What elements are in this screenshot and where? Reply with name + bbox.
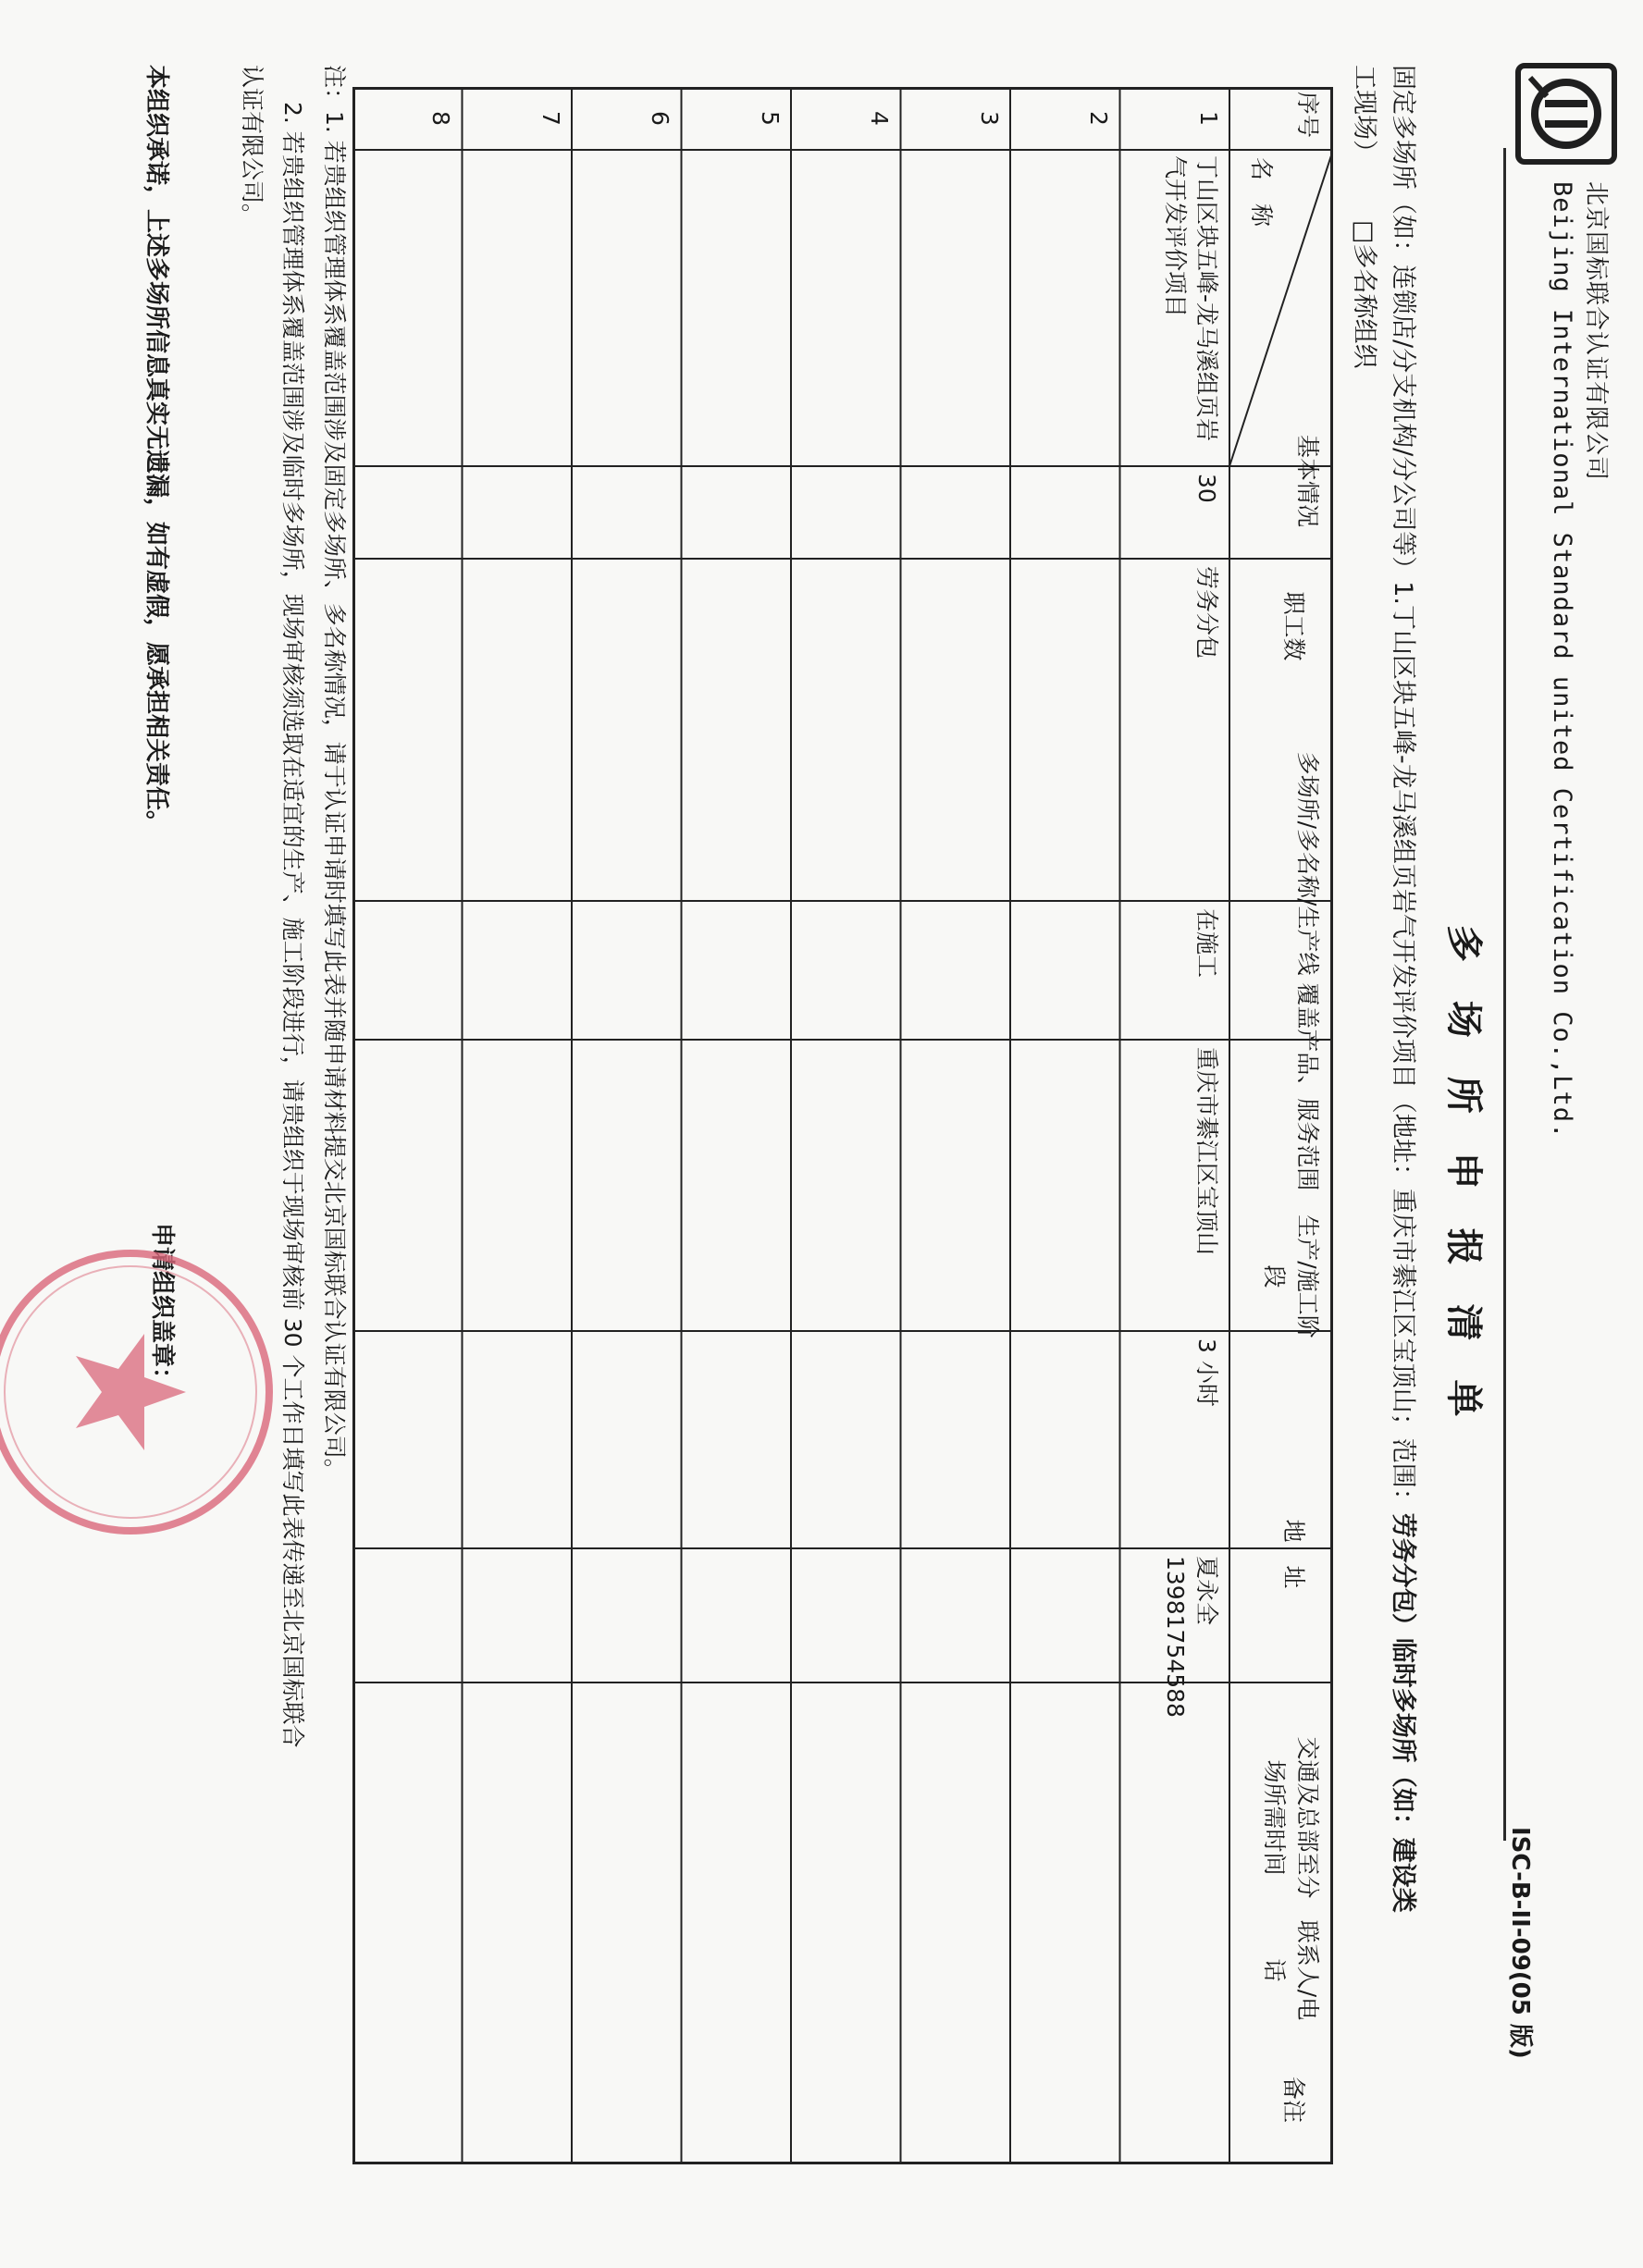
table-cell-name: 丁山区块五峰-龙马溪组页岩气开发评价项目: [1162, 155, 1220, 442]
header-travel: 交通及总部至分场所需时间: [1261, 1736, 1321, 1899]
table-cell-no: 5: [757, 111, 784, 126]
table-cell-no: 7: [537, 111, 564, 126]
fixed-sites-value: 1.丁山区块五峰-龙马溪组页岩气开发评价项目（地址：重庆市綦江区宝顶山；范围：: [1389, 581, 1417, 1513]
logo-icon: [1521, 68, 1612, 159]
temp-sites-label: 临时多场所（如：建设类: [1389, 1637, 1417, 1913]
temp-sites-label-cont: 工现场）: [1350, 65, 1378, 165]
note-2: 2. 若贵组织管理体系覆盖范围涉及临时多场所，现场审核须选取在适宜的生产、施工阶段进行，请贵组织于现场审核前 30 个工作日填写此表传递至北京国标联合: [279, 102, 306, 1748]
header-stage: 生产/施工阶 段: [1261, 1214, 1321, 1362]
table-cell-no: 2: [1085, 111, 1113, 126]
fixed-sites-label: 固定多场所（如：连锁店/分支机构/分公司等）: [1389, 65, 1417, 582]
commitment-statement: 本组织承诺，上述多场所信息真实无遗漏，如有虚假，愿承担相关责任。: [142, 65, 170, 835]
multi-name-checkbox: □多名称组织: [1350, 220, 1378, 369]
company-name-cn: 北京国标联合认证有限公司: [1582, 181, 1610, 482]
temp-sites-line: [1345, 65, 1382, 369]
fixed-sites-scope: 劳务分包）: [1389, 1512, 1417, 1638]
table-cell-no: 6: [647, 111, 674, 126]
header-address: 地 址: [1280, 1519, 1307, 1589]
header-basic-info: 基本情况: [1294, 434, 1321, 527]
document-code: ISC-B-II-09(05 版): [1506, 1827, 1534, 2059]
header-staff: 职工数: [1280, 591, 1307, 661]
company-name-en: Beijing International Standard united Certification Co.,Ltd.: [1548, 181, 1576, 1140]
company-logo: [1515, 63, 1617, 165]
table-cell-no: 3: [976, 111, 1003, 126]
header-rule: [1503, 148, 1506, 1841]
table-cell-travel: 3 小时: [1193, 1338, 1220, 1407]
note-1: 注：1. 若贵组织管理体系覆盖范围涉及固定多场所、多名称情况，请于认证申请时填写此表并随申请材料提交北京国标联合认证有限公司。: [321, 65, 348, 1482]
table-cell-no: 4: [866, 111, 894, 126]
table-cell-contact: 夏永全 13981754588: [1162, 1556, 1220, 1718]
table-cell-staff: 30: [1193, 474, 1220, 503]
document-title: 多 场 所 申 报 清 单: [1442, 925, 1486, 1430]
header-seq: 序号: [1294, 91, 1321, 138]
header-remark: 备注: [1280, 2076, 1307, 2123]
table-cell-scope: 劳务分包: [1193, 566, 1220, 659]
note-2-continued: 认证有限公司。: [239, 65, 266, 228]
header-scope: 多场所/多名称/生产线 覆盖产品、服务范围: [1294, 751, 1321, 1191]
header-name: 名 称: [1248, 157, 1275, 228]
table-cell-no: 1: [1195, 111, 1222, 126]
fixed-sites-line: [1384, 65, 1421, 2248]
table-cell-address: 重庆市綦江区宝顶山: [1193, 1047, 1220, 1256]
seal-label: 申请组织盖章：: [148, 1223, 176, 1392]
header-contact: 联系人/电话: [1261, 1919, 1321, 2021]
organization-seal: [0, 1239, 283, 1545]
table-cell-stage: 在施工: [1193, 908, 1220, 979]
table-cell-no: 8: [427, 111, 455, 126]
